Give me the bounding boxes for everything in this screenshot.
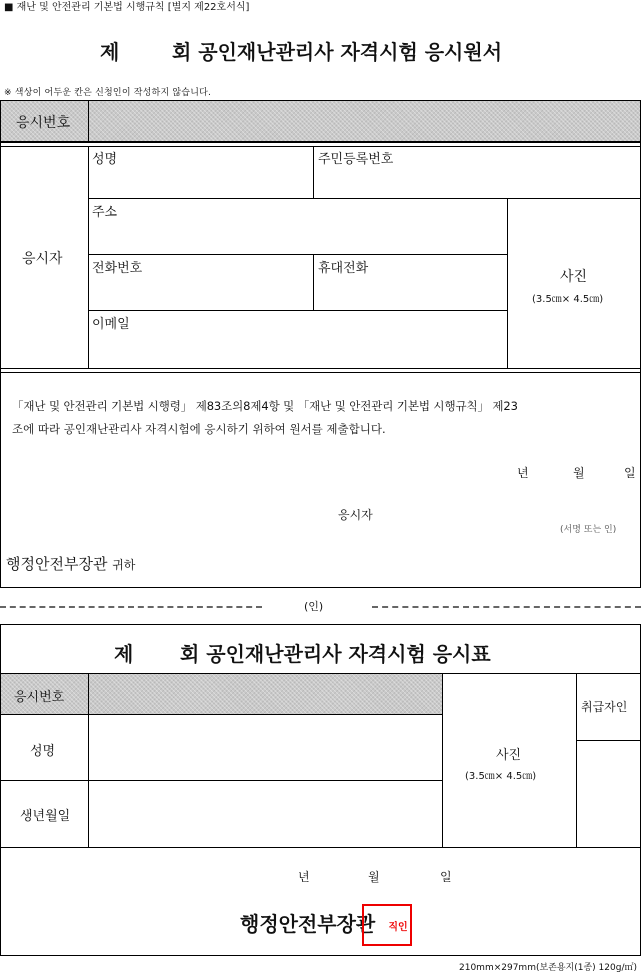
paper-spec: 210mm×297mm(보존용지(1종) 120g/㎡): [459, 963, 637, 973]
resident-number-label: 주민등록번호: [318, 152, 394, 167]
official-seal: [362, 904, 412, 946]
date-day: 일: [624, 466, 636, 480]
ticket-name-field[interactable]: [89, 715, 441, 780]
ticket-issuer: 행정안전부장관: [240, 912, 376, 936]
email-label: 이메일: [92, 317, 130, 332]
address-label: 주소: [92, 205, 118, 220]
ticket-title: 회 공인재난관리사 자격시험 응시표: [180, 642, 491, 666]
seal-text: 직인: [388, 921, 408, 933]
date-year: 년: [517, 466, 529, 480]
application-title: 회 공인재난관리사 자격시험 응시원서: [172, 40, 503, 64]
ticket-photo-size: (3.5㎝× 4.5㎝): [465, 771, 537, 782]
cut-line-right: [372, 606, 641, 608]
statement-line-2: 조에 따라 공인재난관리사 자격시험에 응시하기 위하여 원서를 제출합니다.: [12, 422, 386, 436]
form-tag: ■ 재난 및 안전관리 기본법 시행규칙 [별지 제22호서식]: [4, 2, 250, 13]
ticket-name-label: 성명: [30, 744, 56, 759]
recipient: [6, 553, 135, 574]
date-month: 월: [573, 466, 585, 480]
application-title-prefix: 제: [100, 40, 120, 64]
handler-seal-field[interactable]: [577, 741, 640, 846]
handler-label: 취급자인: [581, 700, 628, 714]
name-field[interactable]: [89, 147, 313, 198]
photo-size: (3.5㎝× 4.5㎝): [532, 294, 604, 305]
cutline-label: (인): [304, 600, 324, 613]
ticket-birth-field[interactable]: [89, 781, 441, 846]
exam-number-label: 응시번호: [16, 115, 71, 131]
statement-line-1: 「재난 및 안전관리 기본법 시행령」 제83조의8제4항 및 「재난 및 안전관리 기본법 시행규칙」 제23: [12, 399, 518, 413]
recipient-suffix: 귀하: [112, 558, 136, 572]
ticket-date-day: 일: [440, 870, 452, 884]
signer-label: 응시자: [338, 508, 373, 522]
recipient-name: 행정안전부장관: [6, 555, 108, 573]
ticket-exam-number-row: [1, 674, 442, 714]
ticket-date-month: 월: [368, 870, 380, 884]
email-field[interactable]: [89, 311, 507, 367]
name-label: 성명: [92, 152, 118, 167]
sign-hint: (서명 또는 인): [560, 525, 617, 535]
address-field[interactable]: [89, 199, 507, 254]
phone-label: 전화번호: [92, 261, 143, 276]
ticket-photo-label: 사진: [496, 748, 522, 763]
ticket-title-prefix: 제: [114, 642, 134, 666]
ticket-date-year: 년: [298, 870, 310, 884]
ticket-exam-number-label: 응시번호: [14, 690, 65, 705]
ticket-birth-label: 생년월일: [20, 809, 71, 824]
photo-label: 사진: [560, 269, 588, 285]
cut-line-left: [0, 606, 262, 608]
applicant-label: 응시자: [22, 251, 63, 267]
application-note: ※ 색상이 어두운 칸은 신청인이 작성하지 않습니다.: [4, 88, 212, 98]
mobile-label: 휴대전화: [318, 261, 369, 276]
